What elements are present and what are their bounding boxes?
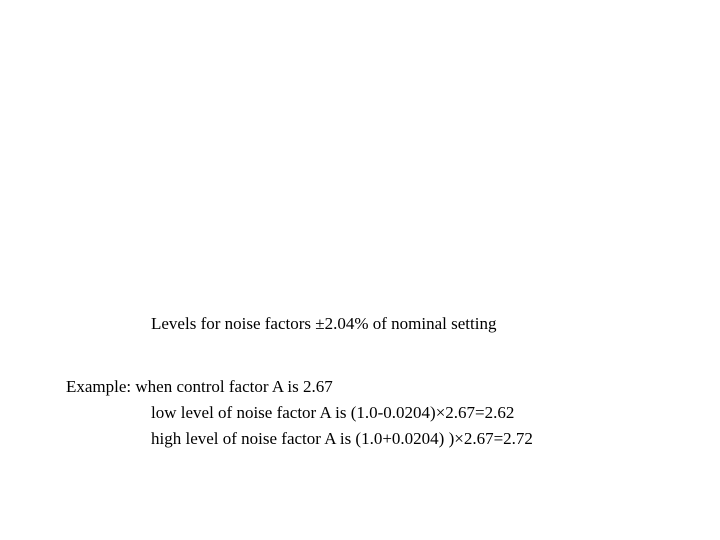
- low-level-calculation: low level of noise factor A is (1.0-0.0204)×2.67=2.62: [151, 403, 515, 422]
- example-intro: Example: when control factor A is 2.67: [66, 377, 333, 396]
- high-level-calculation: high level of noise factor A is (1.0+0.0204) )×2.67=2.72: [151, 429, 533, 448]
- noise-levels-statement: Levels for noise factors ±2.04% of nominal setting: [151, 314, 497, 333]
